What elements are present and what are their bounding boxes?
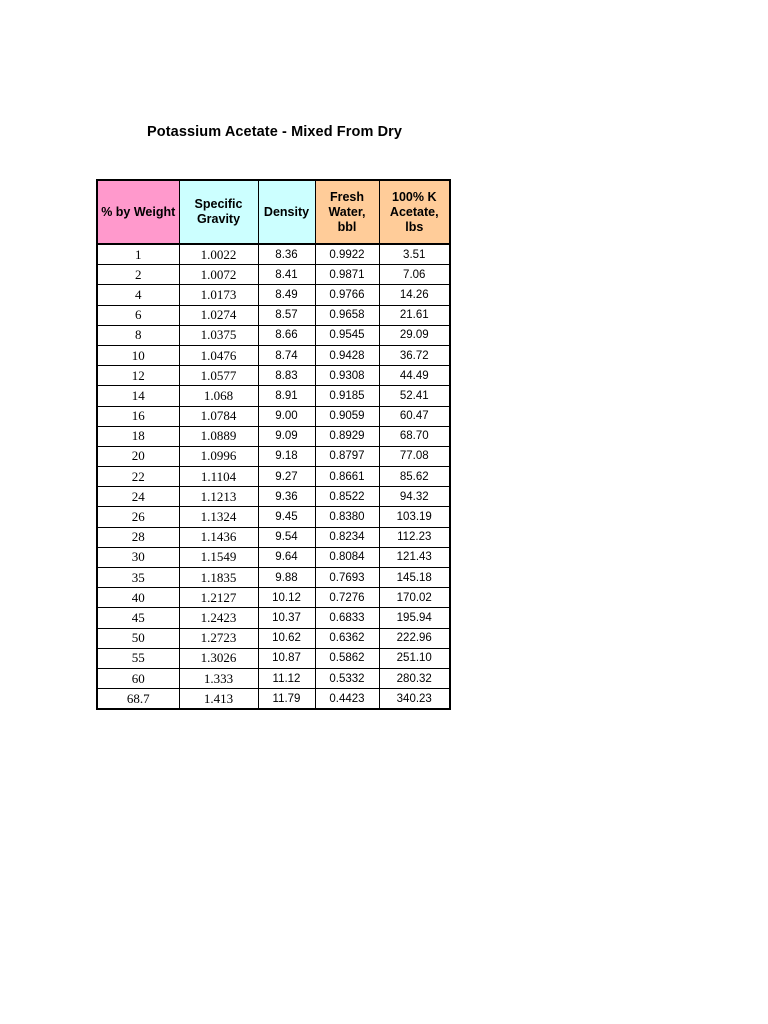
cell-density: 8.41 (258, 265, 315, 285)
cell-density: 10.12 (258, 588, 315, 608)
cell-acetate: 94.32 (379, 487, 450, 507)
page-title: Potassium Acetate - Mixed From Dry (147, 124, 403, 140)
cell-fresh-water: 0.9428 (315, 345, 379, 365)
cell-fresh-water: 0.8084 (315, 547, 379, 567)
cell-density: 10.62 (258, 628, 315, 648)
header-acetate: 100% K Acetate, lbs (379, 180, 450, 244)
cell-acetate: 44.49 (379, 366, 450, 386)
cell-density: 9.18 (258, 446, 315, 466)
cell-acetate: 340.23 (379, 689, 450, 710)
cell-fresh-water: 0.8661 (315, 467, 379, 487)
table-row (97, 588, 450, 608)
cell-specific-gravity: 1.2127 (179, 588, 258, 608)
cell-fresh-water: 0.9308 (315, 366, 379, 386)
cell-pct-weight: 20 (97, 446, 179, 466)
cell-density: 8.66 (258, 325, 315, 345)
cell-density: 10.87 (258, 648, 315, 668)
cell-pct-weight: 4 (97, 285, 179, 305)
cell-fresh-water: 0.6833 (315, 608, 379, 628)
cell-pct-weight: 22 (97, 467, 179, 487)
cell-fresh-water: 0.8522 (315, 487, 379, 507)
cell-fresh-water: 0.6362 (315, 628, 379, 648)
cell-specific-gravity: 1.413 (179, 689, 258, 710)
cell-acetate: 170.02 (379, 588, 450, 608)
cell-pct-weight: 26 (97, 507, 179, 527)
cell-density: 8.57 (258, 305, 315, 325)
table-row (97, 426, 450, 446)
cell-acetate: 14.26 (379, 285, 450, 305)
cell-pct-weight: 35 (97, 568, 179, 588)
table-row (97, 366, 450, 386)
table-row (97, 244, 450, 265)
cell-acetate: 195.94 (379, 608, 450, 628)
table-body (97, 244, 450, 709)
cell-specific-gravity: 1.0274 (179, 305, 258, 325)
cell-pct-weight: 55 (97, 648, 179, 668)
cell-density: 9.00 (258, 406, 315, 426)
cell-specific-gravity: 1.0476 (179, 345, 258, 365)
cell-pct-weight: 6 (97, 305, 179, 325)
cell-specific-gravity: 1.1104 (179, 467, 258, 487)
cell-pct-weight: 50 (97, 628, 179, 648)
cell-specific-gravity: 1.0173 (179, 285, 258, 305)
table-row (97, 265, 450, 285)
cell-acetate: 121.43 (379, 547, 450, 567)
cell-pct-weight: 12 (97, 366, 179, 386)
cell-fresh-water: 0.7276 (315, 588, 379, 608)
cell-specific-gravity: 1.1436 (179, 527, 258, 547)
cell-acetate: 85.62 (379, 467, 450, 487)
cell-pct-weight: 2 (97, 265, 179, 285)
table-row (97, 446, 450, 466)
cell-specific-gravity: 1.0889 (179, 426, 258, 446)
cell-density: 11.79 (258, 689, 315, 710)
cell-pct-weight: 18 (97, 426, 179, 446)
cell-pct-weight: 24 (97, 487, 179, 507)
cell-fresh-water: 0.8234 (315, 527, 379, 547)
cell-pct-weight: 8 (97, 325, 179, 345)
table-row (97, 406, 450, 426)
cell-fresh-water: 0.9658 (315, 305, 379, 325)
cell-fresh-water: 0.7693 (315, 568, 379, 588)
cell-specific-gravity: 1.0577 (179, 366, 258, 386)
table-row (97, 668, 450, 688)
cell-acetate: 68.70 (379, 426, 450, 446)
cell-fresh-water: 0.9922 (315, 244, 379, 265)
table-row (97, 689, 450, 710)
cell-density: 8.49 (258, 285, 315, 305)
cell-specific-gravity: 1.1324 (179, 507, 258, 527)
cell-acetate: 60.47 (379, 406, 450, 426)
cell-acetate: 36.72 (379, 345, 450, 365)
cell-pct-weight: 60 (97, 668, 179, 688)
cell-acetate: 29.09 (379, 325, 450, 345)
cell-acetate: 280.32 (379, 668, 450, 688)
cell-density: 11.12 (258, 668, 315, 688)
cell-density: 10.37 (258, 608, 315, 628)
cell-acetate: 77.08 (379, 446, 450, 466)
cell-density: 9.45 (258, 507, 315, 527)
cell-pct-weight: 40 (97, 588, 179, 608)
cell-density: 9.54 (258, 527, 315, 547)
cell-specific-gravity: 1.0996 (179, 446, 258, 466)
header-density: Density (258, 180, 315, 244)
cell-specific-gravity: 1.1213 (179, 487, 258, 507)
table-row (97, 568, 450, 588)
table-row (97, 305, 450, 325)
cell-acetate: 7.06 (379, 265, 450, 285)
cell-fresh-water: 0.9871 (315, 265, 379, 285)
potassium-acetate-table (96, 179, 451, 710)
table-row (97, 345, 450, 365)
cell-specific-gravity: 1.1835 (179, 568, 258, 588)
cell-acetate: 103.19 (379, 507, 450, 527)
table-row (97, 527, 450, 547)
cell-pct-weight: 28 (97, 527, 179, 547)
cell-fresh-water: 0.8380 (315, 507, 379, 527)
cell-acetate: 145.18 (379, 568, 450, 588)
table-row (97, 467, 450, 487)
cell-density: 8.36 (258, 244, 315, 265)
table-row (97, 325, 450, 345)
cell-specific-gravity: 1.2723 (179, 628, 258, 648)
cell-density: 9.88 (258, 568, 315, 588)
cell-pct-weight: 10 (97, 345, 179, 365)
cell-acetate: 3.51 (379, 244, 450, 265)
cell-fresh-water: 0.8929 (315, 426, 379, 446)
cell-specific-gravity: 1.0784 (179, 406, 258, 426)
cell-fresh-water: 0.8797 (315, 446, 379, 466)
cell-specific-gravity: 1.3026 (179, 648, 258, 668)
table-header-row (97, 180, 450, 244)
cell-pct-weight: 1 (97, 244, 179, 265)
cell-fresh-water: 0.4423 (315, 689, 379, 710)
table-row (97, 386, 450, 406)
header-fresh-water: Fresh Water, bbl (315, 180, 379, 244)
cell-density: 9.64 (258, 547, 315, 567)
cell-fresh-water: 0.9545 (315, 325, 379, 345)
table-row (97, 547, 450, 567)
cell-specific-gravity: 1.0022 (179, 244, 258, 265)
cell-specific-gravity: 1.0375 (179, 325, 258, 345)
cell-fresh-water: 0.9059 (315, 406, 379, 426)
cell-pct-weight: 68.7 (97, 689, 179, 710)
header-specific-gravity: Specific Gravity (179, 180, 258, 244)
cell-acetate: 222.96 (379, 628, 450, 648)
cell-pct-weight: 14 (97, 386, 179, 406)
cell-fresh-water: 0.9185 (315, 386, 379, 406)
table-row (97, 487, 450, 507)
cell-specific-gravity: 1.1549 (179, 547, 258, 567)
cell-specific-gravity: 1.0072 (179, 265, 258, 285)
cell-density: 9.36 (258, 487, 315, 507)
table-row (97, 507, 450, 527)
table-row (97, 285, 450, 305)
cell-specific-gravity: 1.2423 (179, 608, 258, 628)
cell-pct-weight: 45 (97, 608, 179, 628)
cell-density: 8.74 (258, 345, 315, 365)
cell-fresh-water: 0.5332 (315, 668, 379, 688)
cell-density: 8.83 (258, 366, 315, 386)
cell-density: 9.09 (258, 426, 315, 446)
table-row (97, 608, 450, 628)
cell-acetate: 21.61 (379, 305, 450, 325)
cell-density: 8.91 (258, 386, 315, 406)
table-row (97, 628, 450, 648)
header-pct-weight: % by Weight (97, 180, 179, 244)
cell-acetate: 112.23 (379, 527, 450, 547)
cell-fresh-water: 0.5862 (315, 648, 379, 668)
cell-pct-weight: 30 (97, 547, 179, 567)
cell-density: 9.27 (258, 467, 315, 487)
table-row (97, 648, 450, 668)
cell-acetate: 251.10 (379, 648, 450, 668)
cell-pct-weight: 16 (97, 406, 179, 426)
cell-specific-gravity: 1.333 (179, 668, 258, 688)
cell-specific-gravity: 1.068 (179, 386, 258, 406)
cell-acetate: 52.41 (379, 386, 450, 406)
cell-fresh-water: 0.9766 (315, 285, 379, 305)
